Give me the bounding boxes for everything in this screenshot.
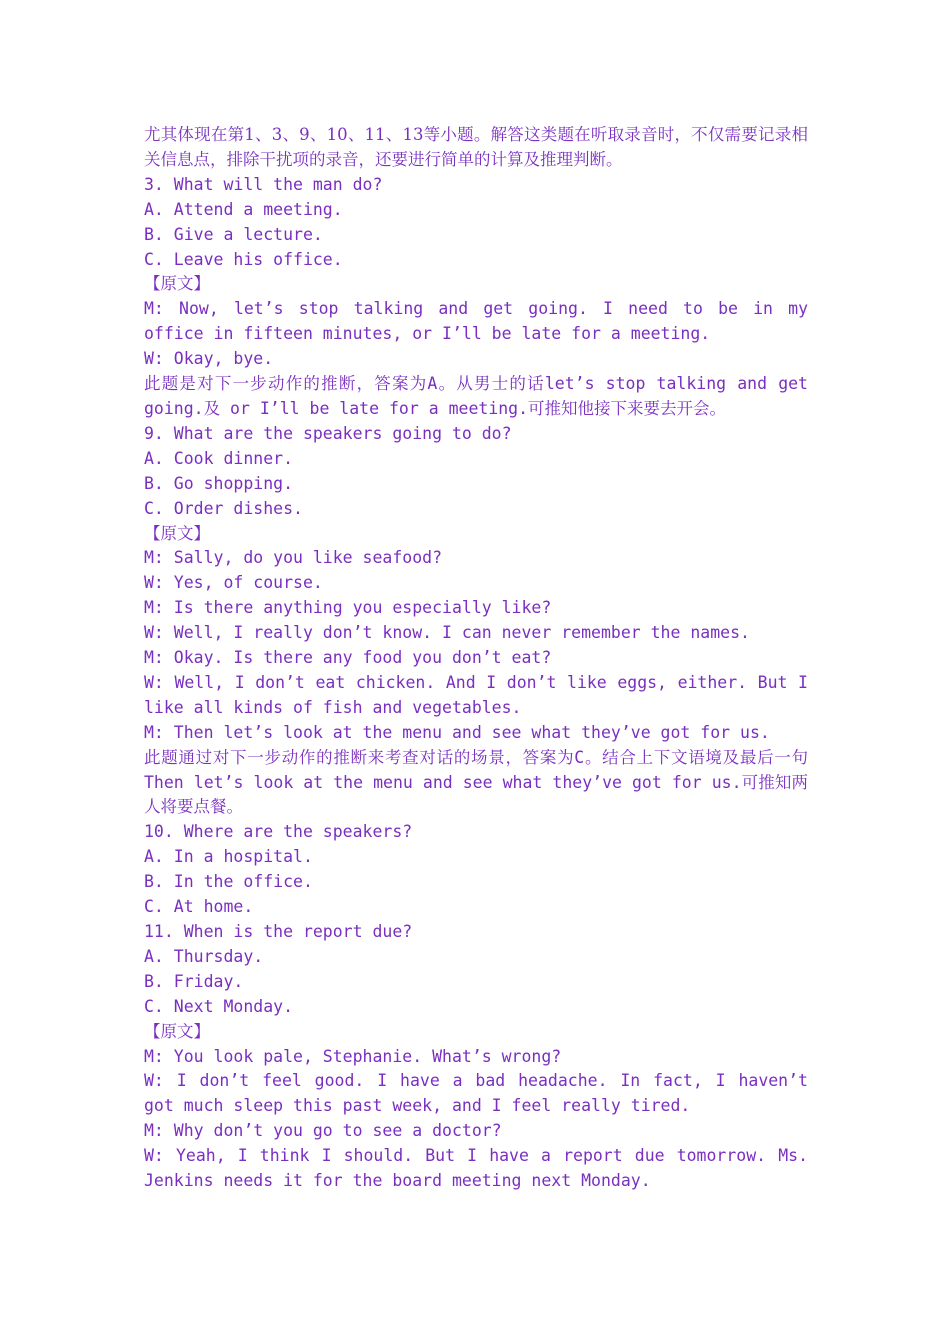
q9-option-a: A. Cook dinner. xyxy=(144,448,294,468)
q3-original-label: 【原文】 xyxy=(144,274,210,294)
q9-option-b: B. Go shopping. xyxy=(144,473,294,493)
q10-option-b: B. In the office. xyxy=(144,872,313,892)
q9-dialogue-line: W: Yes, of course. xyxy=(144,573,323,593)
q9-explanation: 此题通过对下一步动作的推断来考查对话的场景，答案为C。结合上下文语境及最后一句Then let’s look at the menu and see what they’ve got for us.可推知两人将要点餐。 xyxy=(144,747,808,817)
q3-dialogue-w1: W: Okay, bye. xyxy=(144,349,274,369)
q11-option-a: A. Thursday. xyxy=(144,946,264,966)
question-9: 9. What are the speakers going to do? xyxy=(144,423,512,443)
q9-dialogue-line: M: Is there anything you especially like? xyxy=(144,598,552,618)
q3-dialogue-m1: M: Now, let’s stop talking and get going. I need to be in my office in fifteen minutes, or I’ll be late for a meeting. xyxy=(144,299,808,344)
q9-original-label: 【原文】 xyxy=(144,523,210,543)
q10-option-a: A. In a hospital. xyxy=(144,847,313,867)
q9-dialogue-line: W: Well, I don’t eat chicken. And I don’t like eggs, either. But I like all kinds of fish and vegetables. xyxy=(144,672,808,717)
q11-option-c: C. Next Monday. xyxy=(144,996,294,1016)
q11-dialogue-line: M: You look pale, Stephanie. What’s wrong? xyxy=(144,1046,562,1066)
q10-option-c: C. At home. xyxy=(144,897,254,917)
q3-option-b: B. Give a lecture. xyxy=(144,224,323,244)
q11-dialogue-line: W: Yeah, I think I should. But I have a report due tomorrow. Ms. Jenkins needs it for the board meeting next Monday. xyxy=(144,1146,808,1191)
q3-explanation: 此题是对下一步动作的推断，答案为A。从男士的话let’s stop talking and get going.及 or I’ll be late for a meeting.可推知他接下来要去开会。 xyxy=(144,374,808,418)
question-10: 10. Where are the speakers? xyxy=(144,822,413,842)
q11-original-label: 【原文】 xyxy=(144,1021,210,1041)
question-3: 3. What will the man do? xyxy=(144,174,383,194)
q3-option-c: C. Leave his office. xyxy=(144,249,343,269)
q9-dialogue-line: M: Then let’s look at the menu and see what they’ve got for us. xyxy=(144,722,770,742)
q3-option-a: A. Attend a meeting. xyxy=(144,199,343,219)
q11-dialogue-line: W: I don’t feel good. I have a bad headache. In fact, I haven’t got much sleep this past week, and I feel really tired. xyxy=(144,1071,808,1116)
question-11: 11. When is the report due? xyxy=(144,922,413,941)
q9-dialogue-line: W: Well, I really don’t know. I can never remember the names. xyxy=(144,623,750,643)
document-page xyxy=(144,123,808,1194)
q11-dialogue-line: M: Why don’t you go to see a doctor? xyxy=(144,1121,502,1141)
q9-dialogue-line: M: Sally, do you like seafood? xyxy=(144,548,443,568)
q9-option-c: C. Order dishes. xyxy=(144,498,303,518)
intro-paragraph: 尤其体现在第1、3、9、10、11、13等小题。解答这类题在听取录音时，不仅需要记录相关信息点，排除干扰项的录音，还要进行简单的计算及推理判断。 xyxy=(144,125,808,169)
q11-option-b: B. Friday. xyxy=(144,971,244,991)
q9-dialogue-line: M: Okay. Is there any food you don’t eat? xyxy=(144,648,552,668)
